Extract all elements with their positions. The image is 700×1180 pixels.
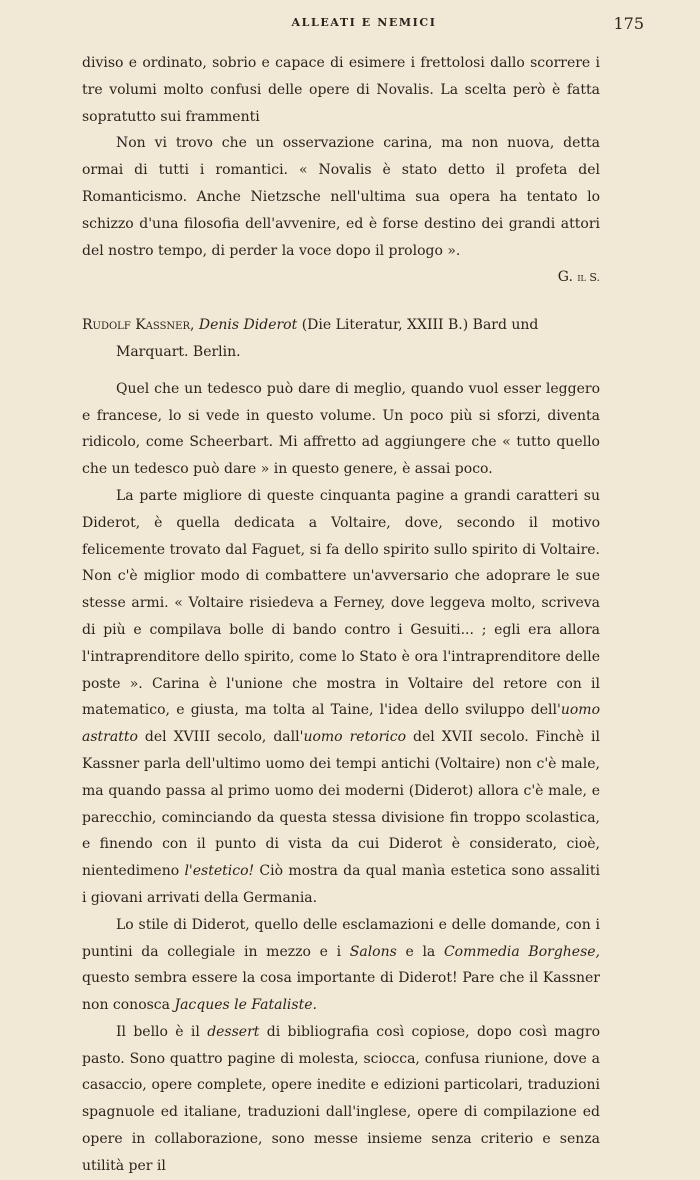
- page-number: 175: [613, 14, 644, 33]
- text-run: di bibliografia così copiose, dopo così magro pasto. Sono quattro pagine di molesta, sciocca, confusa riunione, dove a casaccio, opere complete, opere inedite e edizioni particolari, traduzioni spagnuole ed italiane, traduzioni dall'inglese, opere di compilazione ed opere in collaborazione, sono messe insieme senza criterio e senza utilità per il: [82, 1023, 601, 1174]
- review-book-details: (Die Literatur, XXIII B.) Bard und: [301, 317, 539, 334]
- paragraph: [82, 1019, 600, 1180]
- review-author: Rudolf Kassner,: [82, 317, 195, 334]
- italic-run: dessert: [207, 1023, 260, 1040]
- italic-run: Commedia Borghese,: [443, 943, 601, 960]
- review-heading: [82, 312, 600, 366]
- text-run: Ciò mostra da qual manìa estetica sono assaliti i giovani arrivati della Germania.: [82, 863, 600, 906]
- text-run: questo sembra essere la cosa importante di Diderot! Pare che il Kassner non conosca: [82, 970, 600, 1014]
- running-header: [84, 14, 644, 36]
- text-run: Il bello è il: [116, 1023, 208, 1040]
- heading-gap: [82, 366, 600, 376]
- text-run: del XVII secolo. Finchè il Kassner parla dell'ultimo uomo dei tempi antichi (Voltaire) non c'è male, ma quando passa al primo uomo dei moderni (Diderot) allora c'è male, e parecchio, cominciando da questa stessa divisione fin troppo scolastica, e finendo con il punto di vista da cui Diderot è considerato, cioè, nientedimeno: [82, 729, 600, 880]
- running-title: ALLEATI E NEMICI: [291, 16, 437, 29]
- text-run: Lo stile di Diderot, quello delle esclamazioni e delle domande, con i puntini da collegiale in mezzo e i: [82, 916, 600, 960]
- review-publisher: Marquart. Berlin.: [116, 343, 241, 360]
- signature: [82, 264, 600, 292]
- text-run: e la: [396, 943, 444, 960]
- page-body: [82, 50, 600, 1180]
- signature-name: il S.: [577, 271, 600, 285]
- paragraph: [82, 912, 600, 1019]
- text-run: La parte migliore di queste cinquanta pagine a grandi caratteri su Diderot, è quella dedicata a Voltaire, dove, secondo il motivo felicemente trovato dal Faguet, si fa dello spirito sullo spirito di Voltaire. Non c'è miglior modo di combattere un'avversario che adoprare le sue stesse armi. « Voltaire risiedeva a Ferney, dove leggeva molto, scriveva di più e compilava bolle di bando contro i Gesuiti... ; egli era allora l'intraprenditore dello spirito, come lo Stato è ora l'intraprenditore delle poste ». Carina è l'unione che mostra in Voltaire del retore con il matematico, e giusta, ma tolta al Taine, l'idea dello sviluppo dell': [82, 487, 600, 719]
- italic-run: Jacques le Fataliste.: [174, 997, 317, 1014]
- italic-run: uomo retorico: [303, 729, 407, 746]
- text-run: del XVIII secolo, dall': [137, 729, 304, 746]
- review-book-title: Denis Diderot: [198, 317, 298, 334]
- paragraph: [82, 483, 600, 912]
- signature-initial: G.: [557, 269, 573, 286]
- italic-run: Salons: [349, 943, 397, 960]
- section-gap: [82, 292, 600, 312]
- paragraph: Quel che un tedesco può dare di meglio, quando vuol esser leggero e francese, lo si vede in questo volume. Un poco più si sforzi, diventa ridicolo, come Scheerbart. Mi affretto ad aggiungere che « tutto quello che un tedesco può dare » in questo genere, è assai poco.: [82, 380, 600, 478]
- italic-run: uomo astratto: [82, 702, 600, 746]
- continued-paragraph: diviso e ordinato, sobrio e capace di esimere i frettolosi dallo scorrere i tre volumi molto confusi delle opere di Novalis. La scelta però è fatta sopratutto sui frammenti: [82, 55, 600, 125]
- paragraph: Non vi trovo che un osservazione carina, ma non nuova, detta ormai di tutti i romantici. « Novalis è stato detto il profeta del Romanticismo. Anche Nietzsche nell'ultima sua opera ha tentato lo schizzo d'una filosofia dell'avvenire, ed è forse destino dei grandi attori del nostro tempo, di perder la voce dopo il prologo ».: [82, 135, 600, 259]
- italic-run: l'estetico!: [184, 863, 255, 880]
